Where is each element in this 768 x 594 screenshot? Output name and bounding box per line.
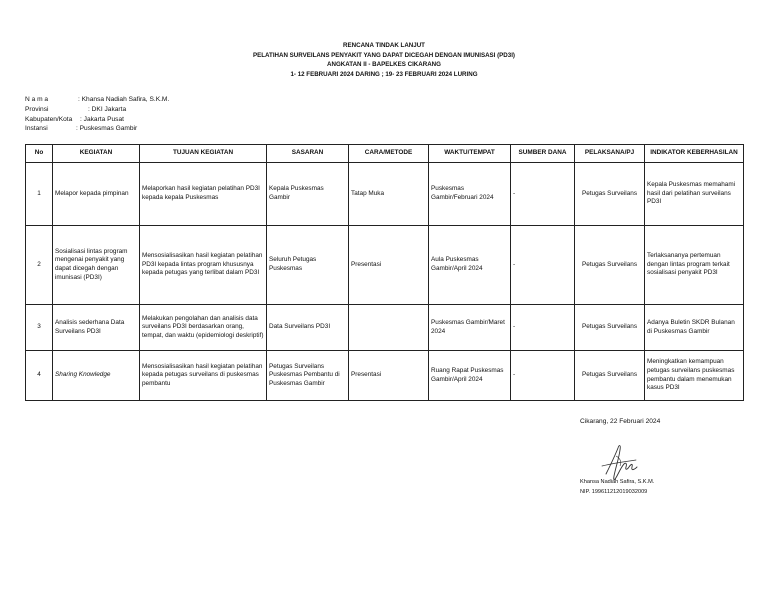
cell-tujuan: Melaporkan hasil kegiatan pelatihan PD3I kepada kepala Puskesmas	[140, 163, 267, 226]
cell-sasaran: Petugas Surveilans Puskesmas Pembantu di Puskesmas Gambir	[267, 351, 349, 401]
signer-name: Khansa Nadiah Safira, S.K.M.	[580, 479, 655, 485]
header-dates: 1- 12 FEBRUARI 2024 DARING ; 19- 23 FEBRUARI 2024 LURING	[290, 71, 478, 79]
table-row	[26, 226, 744, 305]
cell-pelaksana: Petugas Surveilans	[575, 351, 645, 401]
cell-sumber: -	[511, 351, 575, 401]
cell-sasaran: Data Surveilans PD3I	[267, 305, 349, 351]
cell-kegiatan: Sosialisasi lintas program mengenai penyakit yang dapat dicegah dengan imunisasi (PD3I)	[53, 226, 140, 305]
cell-waktu: Puskesmas Gambir/Maret 2024	[429, 305, 511, 351]
table-row	[26, 351, 744, 401]
cell-pelaksana: Petugas Surveilans	[575, 305, 645, 351]
col-header-kegiatan: KEGIATAN	[53, 145, 140, 163]
place-date: Cikarang, 22 Februari 2024	[580, 418, 661, 425]
cell-sumber: -	[511, 226, 575, 305]
nama-value: : Khansa Nadiah Safira, S.K.M.	[78, 96, 170, 103]
col-header-tujuan: TUJUAN KEGIATAN	[140, 145, 267, 163]
cell-indikator: Meningkatkan kemampuan petugas surveilans puskesmas pembantu dalam menemukan kasus PD3I	[645, 351, 744, 401]
cell-indikator: Adanya Buletin SKDR Bulanan di Puskesmas Gambir	[645, 305, 744, 351]
col-header-waktu: WAKTU/TEMPAT	[429, 145, 511, 163]
cell-indikator: Kepala Puskesmas memahami hasil dari pelatihan surveilans PD3I	[645, 163, 744, 226]
table-header-row	[26, 145, 744, 163]
cell-cara: Presentasi	[349, 226, 429, 305]
cell-sumber: -	[511, 305, 575, 351]
cell-sumber: -	[511, 163, 575, 226]
cell-no: 2	[26, 226, 53, 305]
document-header	[0, 41, 768, 80]
cell-no: 1	[26, 163, 53, 226]
col-header-sumber: SUMBER DANA	[511, 145, 575, 163]
signer-nip: NIP. 199611212019032009	[580, 489, 648, 495]
cell-tujuan: Melakukan pengolahan dan analisis data surveilans PD3I berdasarkan orang, tempat, dan waktu (epidemiologi deskriptif)	[140, 305, 267, 351]
cell-kegiatan: Sharing Knowledge	[53, 351, 140, 401]
col-header-sasaran: SASARAN	[267, 145, 349, 163]
col-header-indikator: INDIKATOR KEBERHASILAN	[645, 145, 744, 163]
cell-no: 4	[26, 351, 53, 401]
cell-waktu: Ruang Rapat Puskesmas Gambir/April 2024	[429, 351, 511, 401]
header-batch: ANGKATAN II - BAPELKES CIKARANG	[327, 61, 441, 69]
nama-label: N a m a	[25, 96, 49, 103]
kabupaten-value: : Jakarta Pusat	[80, 115, 124, 123]
provinsi-value: : DKI Jakarta	[88, 105, 127, 113]
action-plan-table	[25, 144, 744, 401]
cell-indikator: Terlaksananya pertemuan dengan lintas program terkait sosialisasi penyakit PD3I	[645, 226, 744, 305]
instansi-value: : Puskesmas Gambir	[76, 125, 138, 133]
cell-pelaksana: Petugas Surveilans	[575, 163, 645, 226]
cell-pelaksana: Petugas Surveilans	[575, 226, 645, 305]
provinsi-label: Provinsi	[25, 105, 49, 113]
cell-sasaran: Seluruh Petugas Puskesmas	[267, 226, 349, 305]
instansi-label: Instansi	[25, 125, 48, 133]
cell-waktu: Puskesmas Gambir/Februari 2024	[429, 163, 511, 226]
table-row	[26, 305, 744, 351]
col-header-pelaksana: PELAKSANA/PJ	[575, 145, 645, 163]
cell-tujuan: Mensosialisasikan hasil kegiatan pelatihan PD3I kepada lintas program khususnya kepada petugas yang terlibat dalam PD3I	[140, 226, 267, 305]
kabupaten-label: Kabupaten/Kota	[25, 115, 73, 123]
cell-tujuan: Mensosialisasikan hasil kegiatan pelatihan kepada petugas surveilans di puskesmas pembantu	[140, 351, 267, 401]
cell-cara	[349, 305, 429, 351]
cell-sasaran: Kepala Puskesmas Gambir	[267, 163, 349, 226]
cell-no: 3	[26, 305, 53, 351]
col-header-cara: CARA/METODE	[349, 145, 429, 163]
cell-cara: Presentasi	[349, 351, 429, 401]
cell-kegiatan: Melapor kepada pimpinan	[53, 163, 140, 226]
cell-cara: Tatap Muka	[349, 163, 429, 226]
cell-kegiatan: Analisis sederhana Data Surveilans PD3I	[53, 305, 140, 351]
header-training-name: PELATIHAN SURVEILANS PENYAKIT YANG DAPAT DICEGAH DENGAN IMUNISASI (PD3I)	[253, 51, 515, 59]
header-title: RENCANA TINDAK LANJUT	[343, 42, 425, 49]
table-row	[26, 163, 744, 226]
cell-waktu: Aula Puskesmas Gambir/April 2024	[429, 226, 511, 305]
col-header-no: No	[26, 145, 53, 163]
